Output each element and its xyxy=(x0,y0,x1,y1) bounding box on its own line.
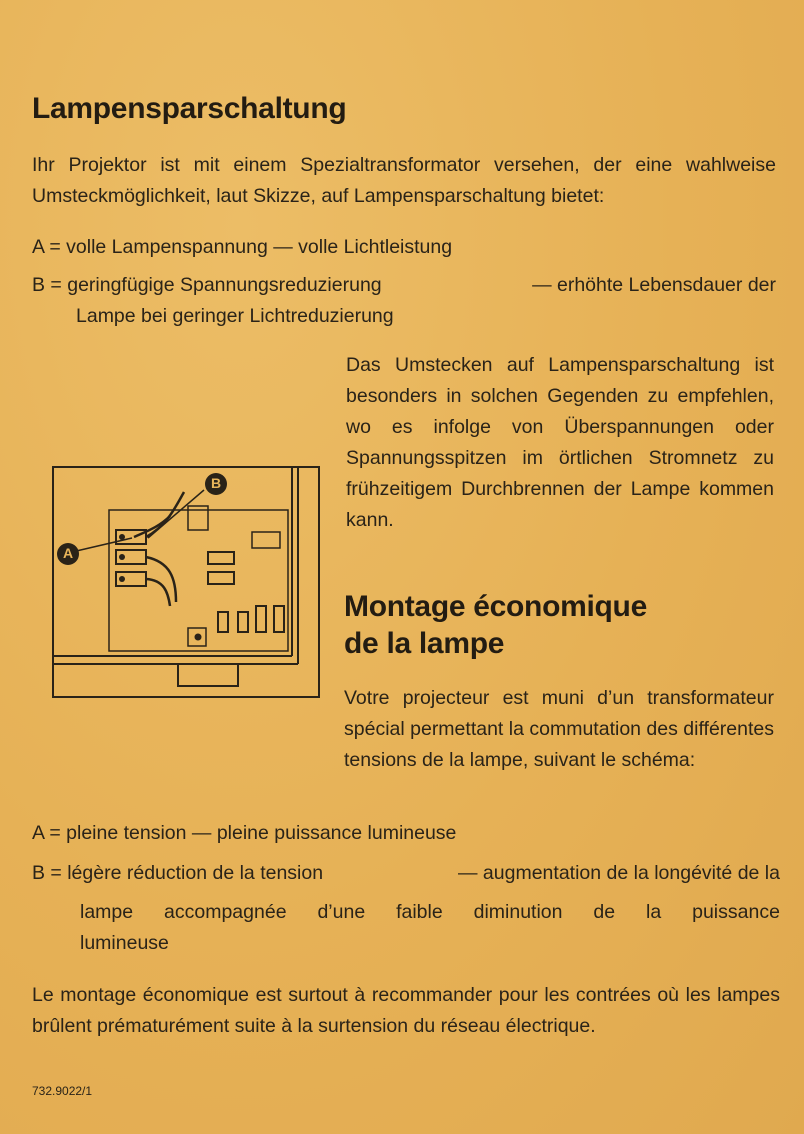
german-option-b-left: B = geringfügige Spannungsreduzierung xyxy=(32,274,382,296)
german-intro: Ihr Projektor ist mit einem Spezialtransformator versehen, der eine wahlweise Umsteckmöglichkeit, laut Skizze, auf Lampensparschaltung bietet: xyxy=(32,154,776,207)
french-option-b-right: — augmentation de la longévité de la xyxy=(458,862,780,884)
word: faible xyxy=(396,901,443,923)
label-a-marker: A xyxy=(62,545,74,561)
french-option-b xyxy=(32,858,780,959)
word: d’une xyxy=(317,901,366,923)
german-option-a: A = volle Lampenspannung — volle Lichtleistung xyxy=(32,236,453,258)
label-b-marker: B xyxy=(210,475,222,491)
french-intro: Votre projecteur est muni d’un transformateur spécial permettant la commutation des différentes tensions de la lampe, suivant le schéma: xyxy=(344,687,774,771)
transformer-schematic xyxy=(52,466,322,702)
french-heading-line2: de la lampe xyxy=(344,627,505,660)
french-recommendation: Le montage économique est surtout à recommander pour les contrées où les lampes brûlent prématurément suite à la surtension du réseau électrique. xyxy=(32,984,780,1037)
reference-number: 732.9022/1 xyxy=(32,1084,93,1098)
french-option-b-line3: lumineuse xyxy=(80,932,169,954)
wiring-diagram xyxy=(52,466,322,707)
word: la xyxy=(646,901,662,923)
german-recommendation: Das Umstecken auf Lampensparschaltung ist besonders in solchen Gegenden zu empfehlen, wo es infolge von Überspannungen oder Spannungsspitzen im örtlichen Stromnetz zu frühzeitigem Durchbrennen der Lampe kommen kann. xyxy=(346,354,774,531)
word: diminution xyxy=(473,901,563,923)
french-heading xyxy=(344,588,764,662)
german-option-b-line2: Lampe bei geringer Lichtreduzierung xyxy=(76,305,394,327)
german-option-b-right: — erhöhte Lebensdauer der xyxy=(532,274,776,296)
german-heading: Lampensparschaltung xyxy=(32,92,347,125)
word: lampe xyxy=(80,901,134,923)
word: de xyxy=(593,901,616,923)
german-option-b xyxy=(32,270,776,332)
french-option-b-line2 xyxy=(32,897,780,928)
french-heading-line1: Montage économique xyxy=(344,590,647,623)
french-option-a: A = pleine tension — pleine puissance lumineuse xyxy=(32,822,457,844)
word: puissance xyxy=(692,901,780,923)
french-option-b-left: B = légère réduction de la tension xyxy=(32,862,324,884)
word: accompagnée xyxy=(164,901,287,923)
